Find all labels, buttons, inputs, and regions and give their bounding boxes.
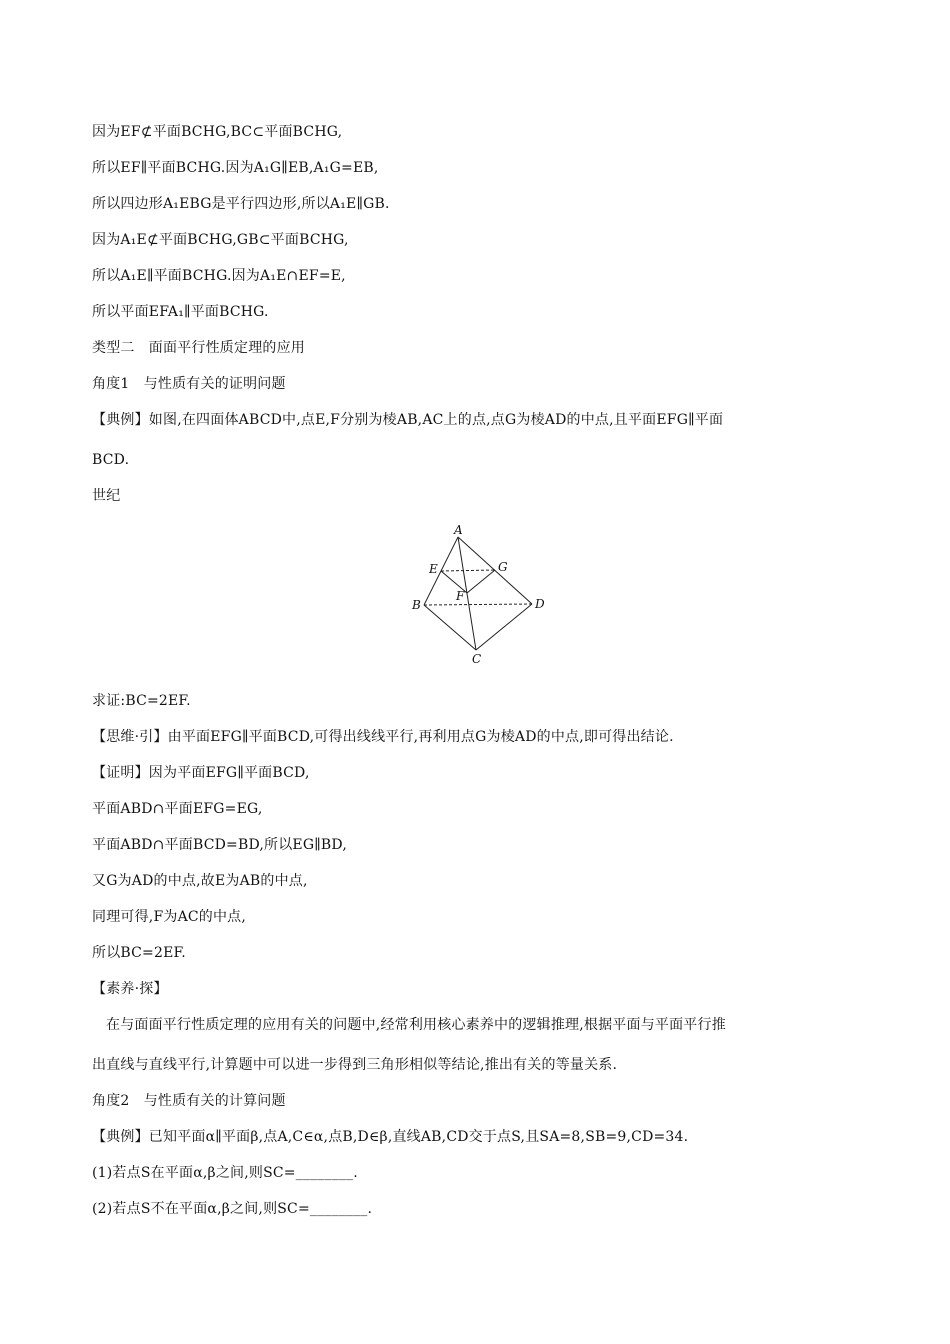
literacy-text: 在与面面平行性质定理的应用有关的问题中,经常利用核心素养中的逻辑推理,根据平面与平面平行推 bbox=[106, 1017, 726, 1033]
edge-bd bbox=[424, 604, 532, 605]
label-e: E bbox=[429, 562, 438, 576]
label-d: D bbox=[535, 597, 545, 611]
text-line: 所以四边形A₁EBG是平行四边形,所以A₁E∥GB. bbox=[92, 196, 390, 212]
text-line: 因为EF⊄平面BCHG,BC⊂平面BCHG, bbox=[92, 124, 343, 140]
watermark-text: 世纪 bbox=[92, 488, 121, 504]
text-line: 又G为AD的中点,故E为AB的中点, bbox=[92, 873, 308, 889]
subsection-heading: 角度1 与性质有关的证明问题 bbox=[92, 376, 286, 392]
tetrahedron-diagram bbox=[410, 522, 550, 667]
question-1: (1)若点S在平面α,β之间,则SC=________. bbox=[92, 1165, 358, 1181]
text-line: 同理可得,F为AC的中点, bbox=[92, 909, 247, 925]
label-c: C bbox=[472, 652, 482, 666]
label-b: B bbox=[412, 598, 421, 612]
literacy-text-cont: 出直线与直线平行,计算题中可以进一步得到三角形相似等结论,推出有关的等量关系. bbox=[92, 1057, 618, 1073]
label-g: G bbox=[498, 560, 508, 574]
example-text: 【典例】已知平面α∥平面β,点A,C∈α,点B,D∈β,直线AB,CD交于点S,且SA=8,SB=9,CD=34. bbox=[92, 1129, 689, 1145]
label-f: F bbox=[456, 589, 465, 603]
question-2: (2)若点S不在平面α,β之间,则SC=________. bbox=[92, 1201, 373, 1217]
proof-heading: 【证明】因为平面EFG∥平面BCD, bbox=[92, 765, 310, 781]
text-line: 所以EF∥平面BCHG.因为A₁G∥EB,A₁G=EB, bbox=[92, 160, 379, 176]
text-line: 所以平面EFA₁∥平面BCHG. bbox=[92, 304, 269, 320]
text-line: 所以A₁E∥平面BCHG.因为A₁E∩EF=E, bbox=[92, 268, 346, 284]
text-line: 所以BC=2EF. bbox=[92, 945, 186, 961]
text-line: 平面ABD∩平面EFG=EG, bbox=[92, 801, 263, 817]
text-line: 求证:BC=2EF. bbox=[92, 693, 191, 709]
label-a: A bbox=[454, 523, 463, 537]
example-text: 【典例】如图,在四面体ABCD中,点E,F分别为棱AB,AC上的点,点G为棱AD的中点,且平面EFG∥平面 bbox=[92, 412, 724, 428]
edge-dc bbox=[476, 604, 532, 650]
text-line: 平面ABD∩平面BCD=BD,所以EG∥BD, bbox=[92, 837, 347, 853]
text-line: 因为A₁E⊄平面BCHG,GB⊂平面BCHG, bbox=[92, 232, 349, 248]
subsection-heading: 角度2 与性质有关的计算问题 bbox=[92, 1093, 286, 1109]
tetrahedron-figure bbox=[92, 522, 862, 667]
edge-bc bbox=[424, 605, 476, 650]
edge-eg bbox=[441, 570, 495, 571]
hint-text: 【思维·引】由平面EFG∥平面BCD,可得出线线平行,再利用点G为棱AD的中点,即可得出结论. bbox=[92, 729, 674, 745]
example-text-cont: BCD. bbox=[92, 452, 130, 468]
edge-fg bbox=[467, 570, 495, 593]
document-page bbox=[92, 122, 862, 1235]
literacy-heading: 【素养·探】 bbox=[92, 981, 168, 997]
section-heading: 类型二 面面平行性质定理的应用 bbox=[92, 340, 305, 356]
